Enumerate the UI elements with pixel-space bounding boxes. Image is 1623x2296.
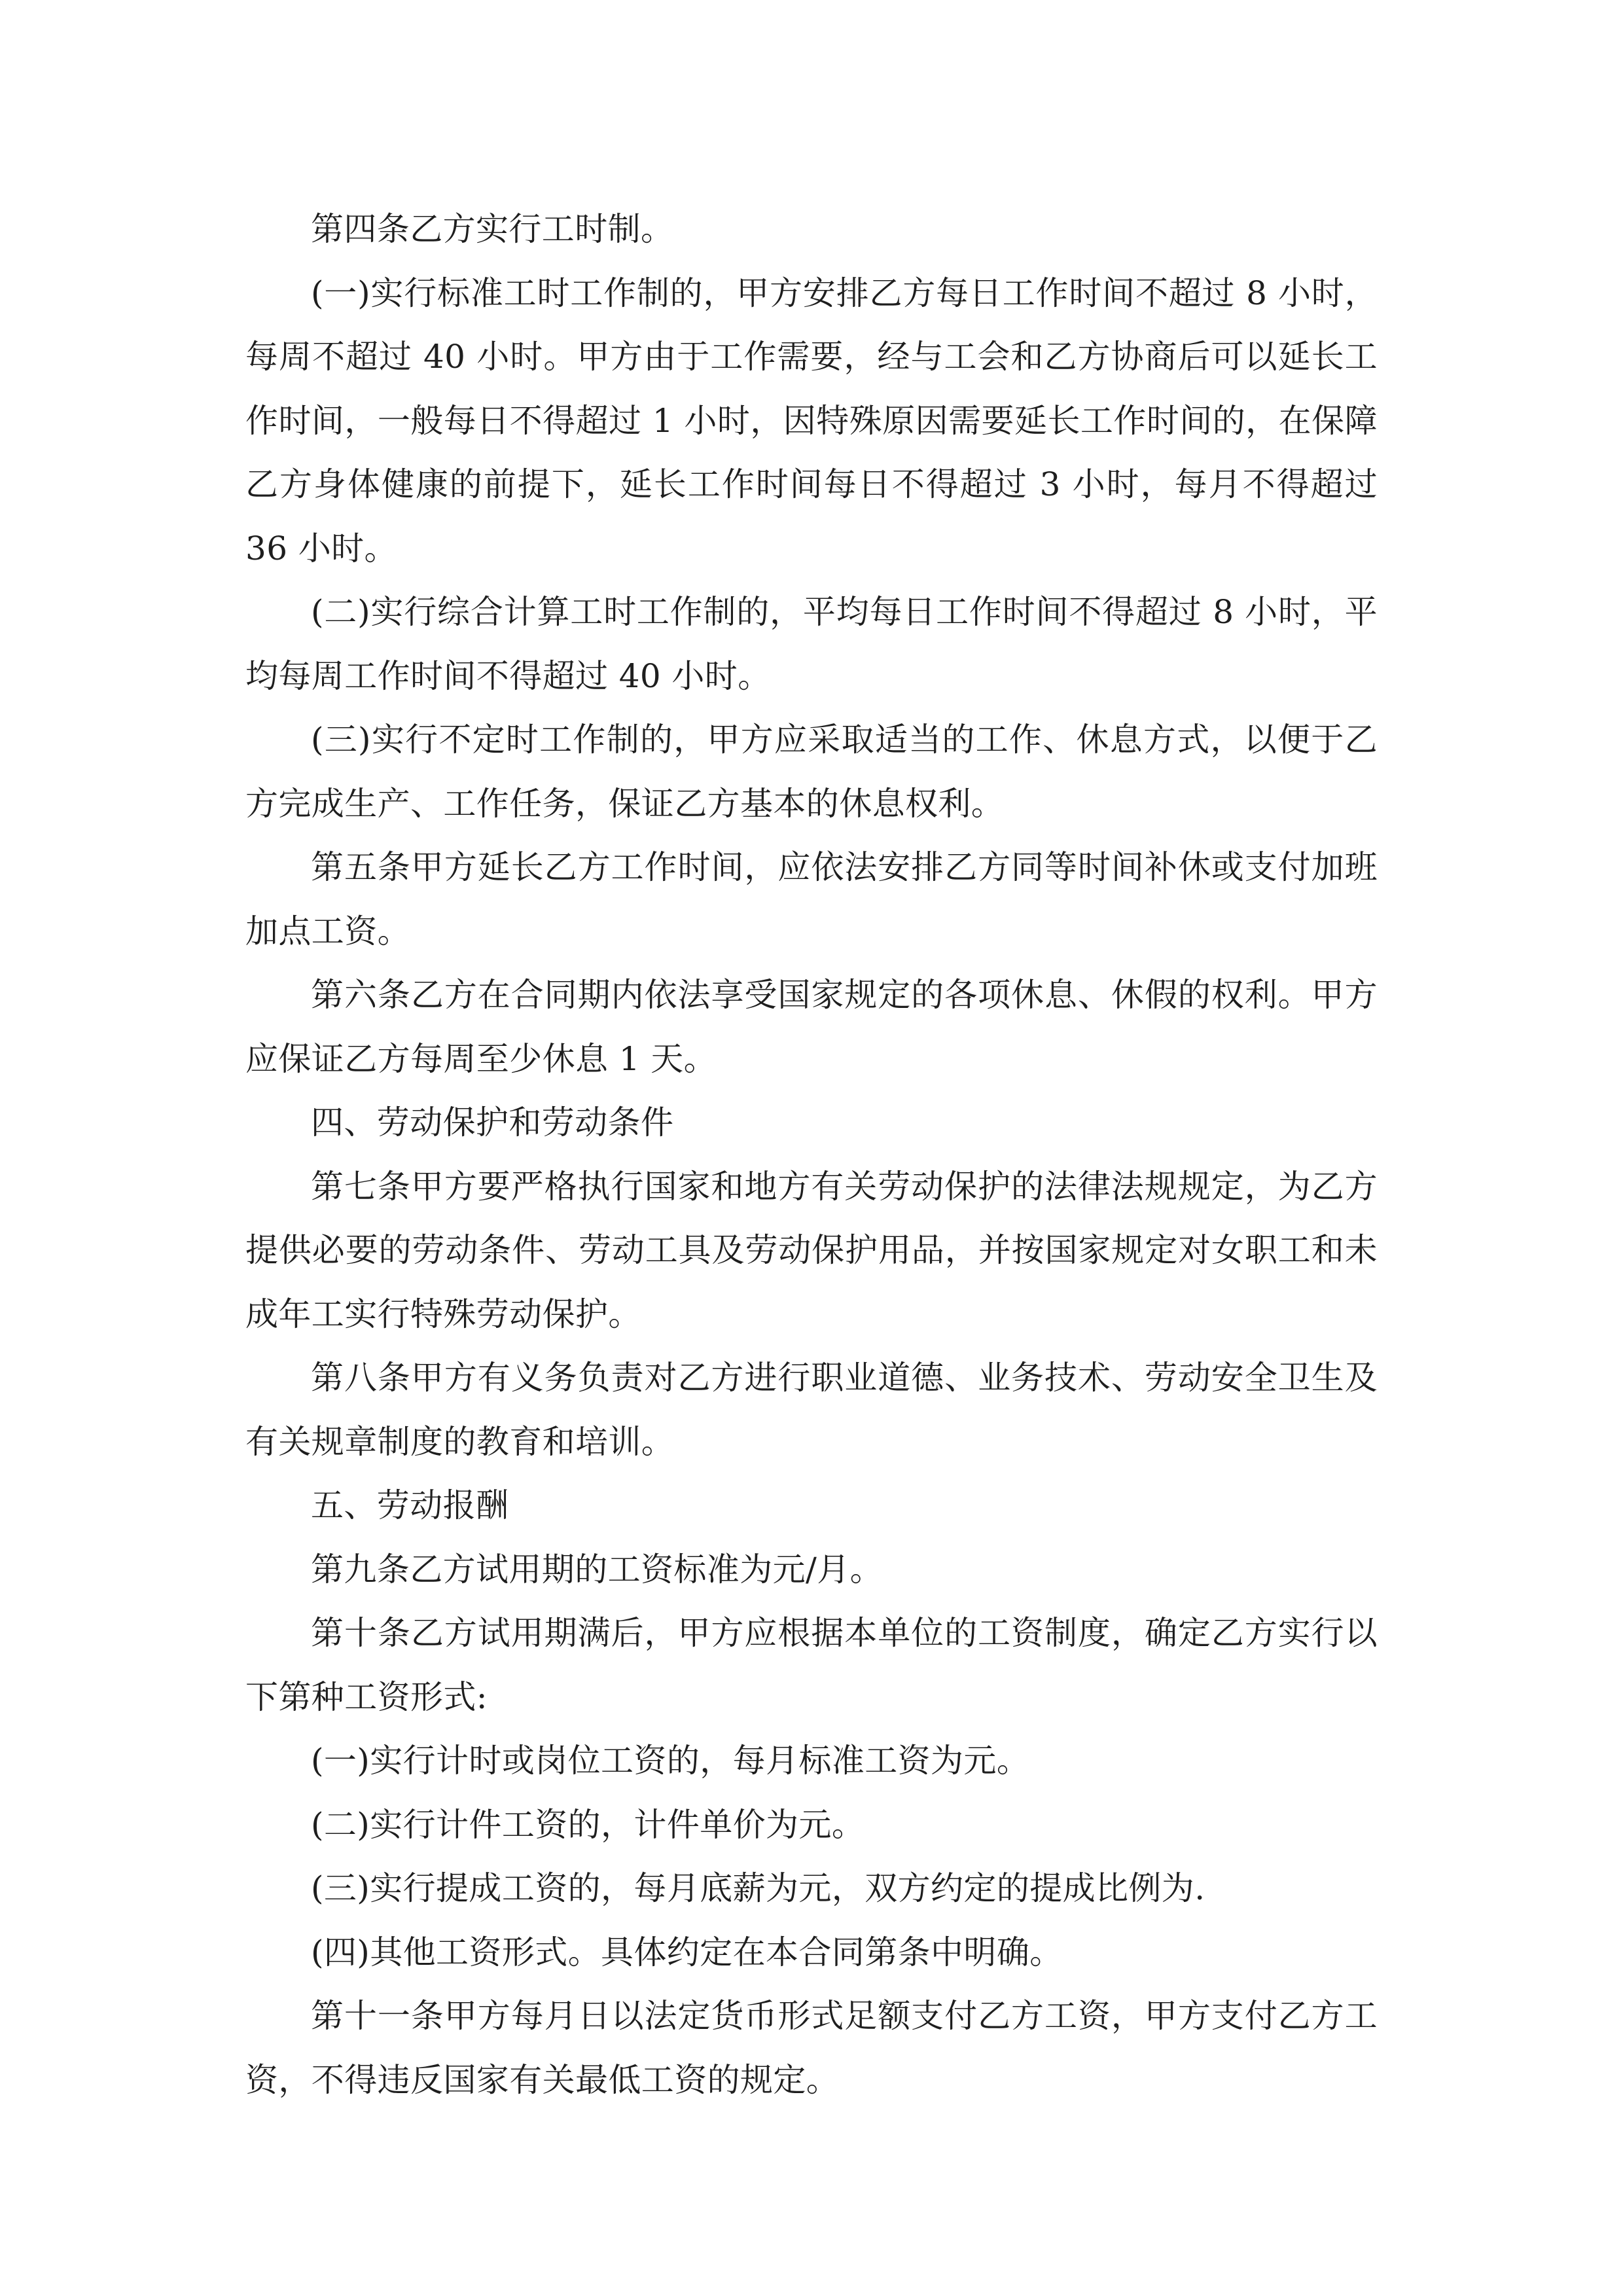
document-body [245, 198, 1378, 2112]
article-7: 第七条甲方要严格执行国家和地方有关劳动保护的法律法规规定，为乙方提供必要的劳动条件、劳动工具及劳动保护用品，并按国家规定对女职工和未成年工实行特殊劳动保护。 [245, 1167, 1378, 1333]
article-4-clause-2: (二)实行综合计算工时工作制的，平均每日工作时间不得超过 8 小时，平均每周工作时间不得超过 40 小时。 [245, 593, 1378, 695]
section-4-heading: 四、劳动保护和劳动条件 [311, 1103, 674, 1141]
section-5-heading: 五、劳动报酬 [311, 1486, 509, 1524]
article-10-clause-4: (四)其他工资形式。具体约定在本合同第条中明确。 [311, 1933, 1063, 1971]
article-10-clause-2: (二)实行计件工资的，计件单价为元。 [311, 1805, 865, 1844]
article-5: 第五条甲方延长乙方工作时间，应依法安排乙方同等时间补休或支付加班加点工资。 [245, 848, 1378, 950]
article-10-clause-3: (三)实行提成工资的，每月底薪为元，双方约定的提成比例为. [311, 1869, 1205, 1907]
article-6: 第六条乙方在合同期内依法享受国家规定的各项休息、休假的权利。甲方应保证乙方每周至少休息 1 天。 [245, 976, 1378, 1078]
article-10-clause-1: (一)实行计时或岗位工资的，每月标准工资为元。 [311, 1742, 1030, 1780]
article-4-clause-3: (三)实行不定时工作制的，甲方应采取适当的工作、休息方式，以便于乙方完成生产、工作任务，保证乙方基本的休息权利。 [245, 721, 1378, 823]
article-8: 第八条甲方有义务负责对乙方进行职业道德、业务技术、劳动安全卫生及有关规章制度的教育和培训。 [245, 1359, 1378, 1461]
article-9: 第九条乙方试用期的工资标准为元/月。 [311, 1550, 883, 1588]
article-11: 第十一条甲方每月日以法定货币形式足额支付乙方工资，甲方支付乙方工资，不得违反国家有关最低工资的规定。 [245, 1997, 1378, 2099]
article-10: 第十条乙方试用期满后，甲方应根据本单位的工资制度，确定乙方实行以下第种工资形式: [245, 1614, 1378, 1716]
article-4-heading: 第四条乙方实行工时制。 [311, 210, 674, 248]
article-4-clause-1: (一)实行标准工时工作制的，甲方安排乙方每日工作时间不超过 8 小时，每周不超过 40 小时。甲方由于工作需要，经与工会和乙方协商后可以延长工作时间，一般每日不得超过 1 小时，因特殊原因需要延长工作时间的，在保障乙方身体健康的前提下，延长工作时间每日不得超过 3 小时，每月不得超过 36 小时。 [245, 274, 1378, 567]
